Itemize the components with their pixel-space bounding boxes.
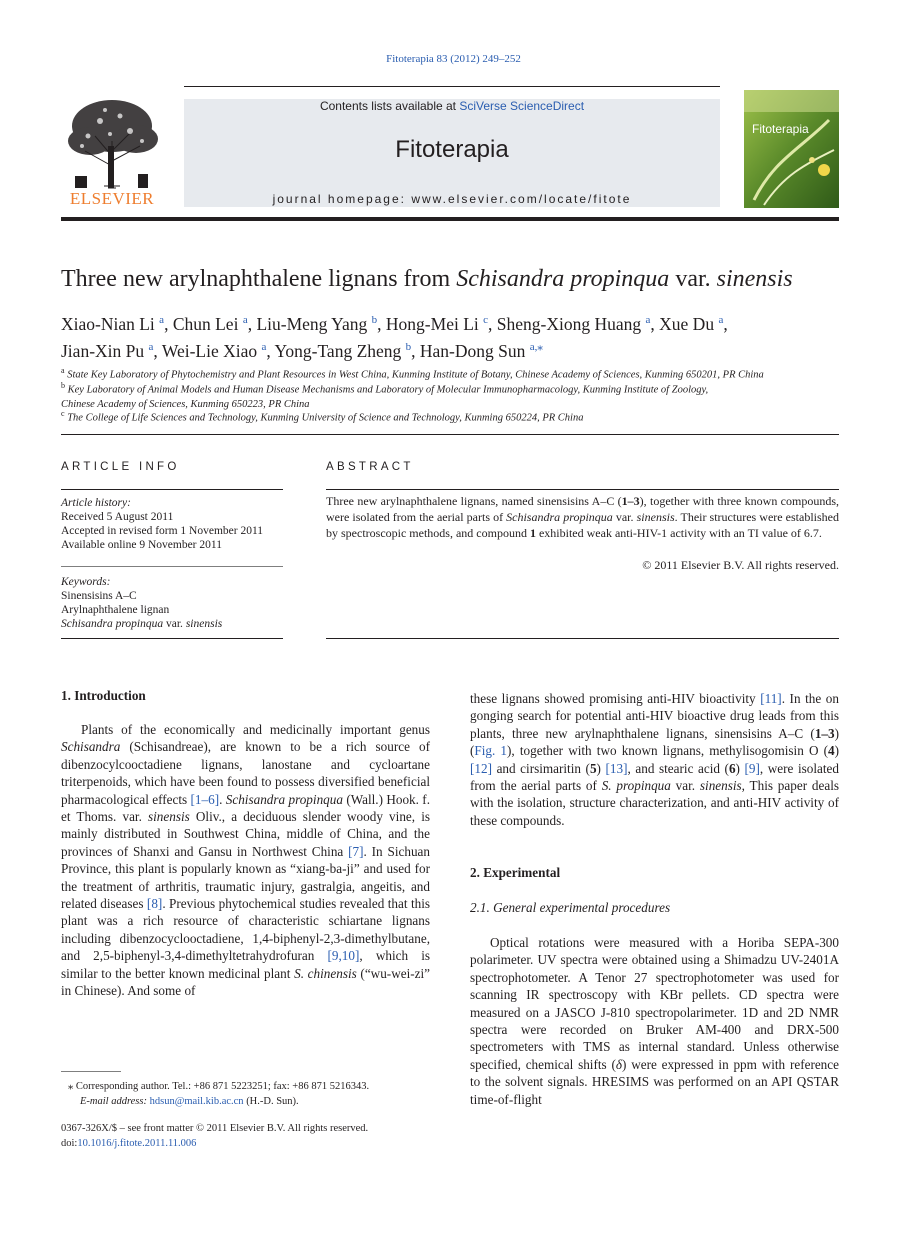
experimental-heading: 2. Experimental <box>470 865 561 880</box>
abstract-text: Three new arylnaphthalene lignans, named sinensisins A–C (1–3), together with three known compounds, were isolated from the aerial parts of Schisandra propinqua var. sinensis. Their structures were established by spectroscopic methods, and compound 1 exhibited weak anti-HIV-1 activity with an TI value of 6.7. <box>326 494 840 540</box>
journal-cover-image <box>744 90 839 208</box>
email-note: E-mail address: hdsun@mail.kib.ac.cn (H.-D. Sun). <box>80 1096 299 1107</box>
abstract-bottom-rule <box>326 638 839 639</box>
article-title: Three new arylnaphthalene lignans from Schisandra propinqua var. sinensis <box>61 266 793 292</box>
author-line-2 <box>61 336 841 363</box>
citation-link[interactable]: [12] <box>470 760 492 776</box>
abstract-copyright: © 2011 Elsevier B.V. All rights reserved. <box>642 558 839 572</box>
author: Sheng-Xiong Huang $^a$, <box>496 313 660 334</box>
abstract-heading: ABSTRACT <box>326 461 414 473</box>
author: Wei-Lie Xiao $^a$, <box>161 340 275 361</box>
article-info-heading: ARTICLE INFO <box>61 461 180 473</box>
elsevier-wordmark: ELSEVIER <box>69 189 155 208</box>
author: Xue Du $^a$, <box>659 313 728 334</box>
journal-homepage: journal homepage: www.elsevier.com/locate/fitote <box>272 192 632 206</box>
affiliation-c: $^c$ The College of Life Sciences and Technology, Kunming University of Science and Technology, Kunming 650224, PR China <box>61 409 584 424</box>
affiliation-a: $^a$ State Key Laboratory of Phytochemistry and Plant Resources in West China, Kunming Institute of Botany, Chinese Academy of Sciences, Kunming 650201, PR China <box>61 366 764 381</box>
affiliation-b: $^b$ Key Laboratory of Animal Models and Human Disease Mechanisms and Laboratory of Molecular Immunopharmacology, Kunming Institute of Zoology, Chinese Academy of Sciences, Kunming 650223, PR China <box>61 381 709 410</box>
intro-paragraph-2: these lignans showed promising anti-HIV bioactivity [11]. In the on gonging search for potential anti-HIV bioactive drug leads from this plants, three new arylnaphthalene lignans, sinensisins A–C (1–3) (Fig. 1), together with two known lignans, methylisogomisin O (4) [12] and cirsimaritin (5) [13], and stearic acid (6) [9], were isolated from the aerial parts of S. propinqua var. sinensis, This paper deals with the isolation, structure characterization, and anti-HIV activity of these compounds. <box>470 691 839 828</box>
sciencedirect-link[interactable]: SciVerse ScienceDirect <box>459 99 585 113</box>
footnote-rule <box>61 1071 121 1072</box>
citation-link[interactable]: [8] <box>146 896 163 912</box>
author: Han-Dong Sun $^{a,⁎}$ <box>419 340 543 361</box>
corresponding-author-note: ⁎ Corresponding author. Tel.: +86 871 5223251; fax: +86 871 5216343. <box>68 1081 370 1092</box>
author: Jian-Xin Pu $^a$, <box>61 340 162 361</box>
author: Hong-Mei Li $^c$, <box>385 313 497 334</box>
article-history: Article history: Received 5 August 2011 Accepted in revised form 1 November 2011 Available online 9 November 2011 <box>61 497 264 551</box>
header-top-rule <box>184 86 720 87</box>
experimental-paragraph: Optical rotations were measured with a Horiba SEPA-300 polarimeter. UV spectra were obtained using a Shimadzu UV-2401A spectrophotometer. A Tenor 27 spectrophotometer was used for scanning IR spectroscopy with KBr pellets. CD spectra were measured on a JASCO J-810 spectropolarimeter. 1D and 2D NMR spectra were recorded on Bruker AM-400 and DRX-500 spectrometers with TMS as internal standard. Unless otherwise specified, chemical shifts (δ) were expressed in ppm with reference to the solvent signals. HRESIMS was performed on an API QSTAR time-of-flight <box>470 935 839 1107</box>
citation-link[interactable]: [9] <box>744 760 760 776</box>
cover-icon <box>744 90 839 208</box>
affiliation-rule <box>61 434 839 435</box>
author: Liu-Meng Yang $^b$, <box>256 313 386 334</box>
tree-icon <box>60 96 165 191</box>
doi-line: doi:10.1016/j.fitote.2011.11.006 <box>61 1138 197 1149</box>
intro-heading: 1. Introduction <box>61 688 146 703</box>
email-link[interactable]: hdsun@mail.kib.ac.cn <box>149 1096 244 1107</box>
citation-link[interactable]: [13] <box>605 760 628 776</box>
issn-line: 0367-326X/$ – see front matter © 2011 Elsevier B.V. All rights reserved. <box>61 1123 369 1134</box>
citation-link[interactable]: [7] <box>348 843 364 859</box>
header-thick-rule <box>61 217 839 221</box>
doi-link[interactable]: 10.1016/j.fitote.2011.11.006 <box>77 1138 197 1149</box>
article-info-bottom-rule <box>61 638 283 639</box>
author: Xiao-Nian Li $^a$, <box>61 313 173 334</box>
citation-link[interactable]: [9,10] <box>327 948 360 964</box>
author: Yong-Tang Zheng $^b$, <box>274 340 420 361</box>
general-procedures-heading: 2.1. General experimental procedures <box>470 900 671 915</box>
cover-title: Fitoterapia <box>752 122 809 136</box>
journal-reference[interactable]: Fitoterapia 83 (2012) 249–252 <box>386 53 521 65</box>
journal-title: Fitoterapia <box>395 136 509 163</box>
keywords-rule <box>61 566 283 567</box>
contents-line: Contents lists available at SciVerse ScienceDirect <box>319 99 585 113</box>
citation-link[interactable]: [11] <box>760 691 782 706</box>
homepage-url[interactable]: www.elsevier.com/locate/fitote <box>411 192 632 206</box>
author: Chun Lei $^a$, <box>172 313 257 334</box>
citation-link[interactable]: [1–6] <box>190 791 220 807</box>
author-list <box>61 309 841 363</box>
figure-link[interactable]: Fig. 1 <box>474 743 508 759</box>
author-line-1 <box>61 309 841 336</box>
intro-paragraph-1: Plants of the economically and medicinally important genus Schisandra (Schisandreae), are known to be a rich source of dibenzocylcooctadiene lignans, lanostane and cycloartane triterpenoids, which have been found to possess diversified beneficial pharmacological effects [1–6]. Schisandra propinqua (Wall.) Hook. f. et Thoms. var. sinensis Oliv., a deciduous slender woody vine, is mainly distributed in Southwest China, middle of China, and the provinces of Shanxi and Gansu in Northwest China [7]. In Sichuan Province, this plant is popularly known as “xiang-ba-ji” and used for the treatment of arthritis, traumatic injury, gastralgia, angeitis, and related diseases [8]. Previous phytochemical studies revealed that this plant was a rich resource of characteristic schiartane lignans including dibenzocyclooctadiene, 1,4-biphenyl-2,3-dimethylbutane, and 2,5-biphenyl-3,4-dimethyltetrahydrofuran [9,10], which is similar to the better known medicinal plant S. chinensis (“wu-wei-zi” in Chinese). And some of <box>61 722 430 999</box>
keywords: Keywords: Sinensisins A–C Arylnaphthalene lignan Schisandra propinqua var. sinensis <box>61 576 223 630</box>
article-info-rule <box>61 489 283 490</box>
abstract-rule <box>326 489 839 490</box>
